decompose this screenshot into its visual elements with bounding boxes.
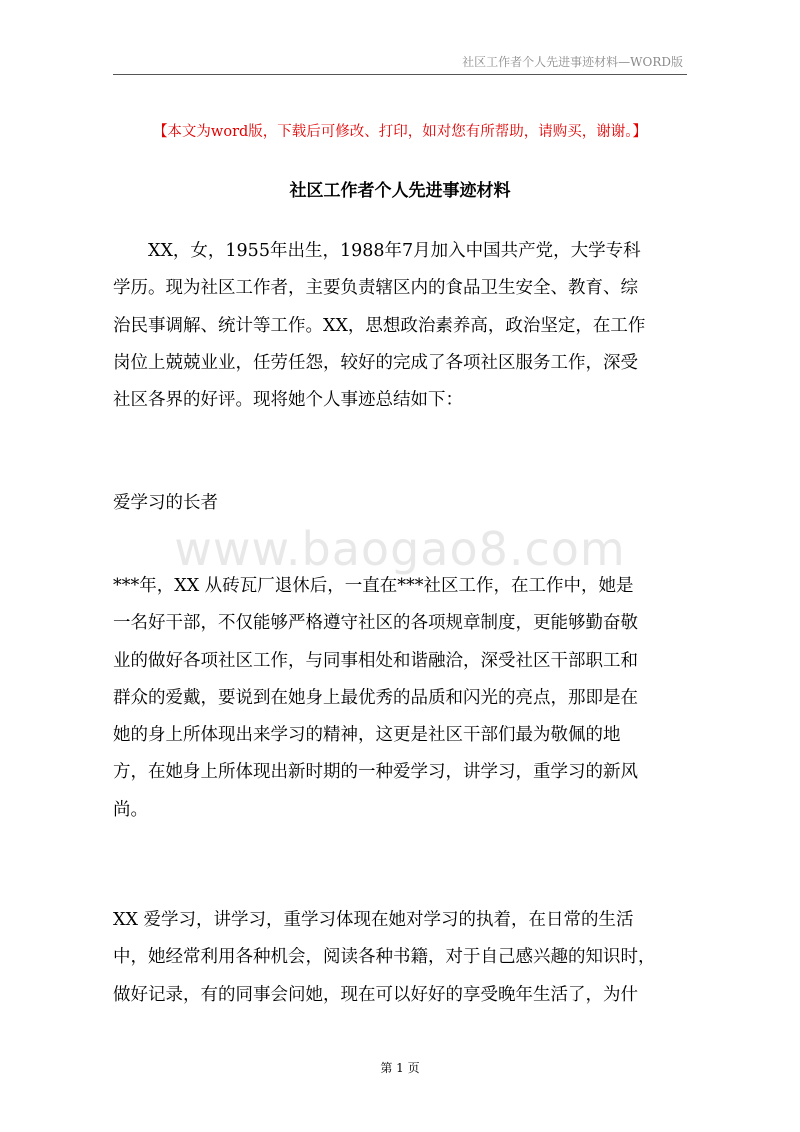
body-paragraph bbox=[113, 568, 693, 829]
section-heading bbox=[113, 485, 693, 522]
document-title: 社区工作者个人先进事迹材料 bbox=[289, 181, 511, 201]
body-line: 中，她经常利用各种机会，阅读各种书籍，对于自己感兴趣的知识时， bbox=[113, 947, 656, 968]
intro-line: 治民事调解、统计等工作。XX，思想政治素养高，政治坚定，在工作 bbox=[113, 315, 646, 336]
running-header: 社区工作者个人先进事迹材料—WORD版 bbox=[462, 55, 683, 69]
body-line: 尚。 bbox=[113, 799, 148, 820]
body-line: 方，在她身上所体现出新时期的一种爱学习，讲学习，重学习的新风 bbox=[113, 762, 638, 783]
intro-line: XX，女，1955年出生，1988年7月加入中国共产党，大学专科 bbox=[148, 241, 641, 261]
body-line: 做好记录，有的同事会问她，现在可以好好的享受晚年生活了，为什 bbox=[113, 984, 638, 1005]
body-line: 群众的爱戴，要说到在她身上最优秀的品质和闪光的亮点，那即是在 bbox=[113, 687, 638, 708]
intro-line: 学历。现为社区工作者，主要负责辖区内的食品卫生安全、教育、综 bbox=[113, 278, 638, 299]
body-line: 一名好干部，不仅能够严格遵守社区的各项规章制度，更能够勤奋敬 bbox=[113, 613, 638, 634]
intro-line: 岗位上兢兢业业，任劳任怨，较好的完成了各项社区服务工作，深受 bbox=[113, 352, 638, 373]
body-paragraph bbox=[113, 902, 693, 1014]
body-line: ***年，XX 从砖瓦厂退休后，一直在***社区工作，在工作中，她是 bbox=[113, 576, 634, 596]
intro-line: 社区各界的好评。现将她个人事迹总结如下： bbox=[113, 390, 463, 411]
header-rule bbox=[113, 74, 687, 75]
body-line: 业的做好各项社区工作，与同事相处和谐融洽，深受社区干部职工和 bbox=[113, 650, 638, 671]
body-line: XX 爱学习，讲学习，重学习体现在她对学习的执着，在日常的生活 bbox=[113, 910, 634, 930]
intro-paragraph bbox=[113, 233, 693, 419]
body-line: 她的身上所体现出来学习的精神，这更是社区干部们最为敬佩的地 bbox=[113, 725, 621, 746]
page-number: 第 1 页 bbox=[380, 1061, 420, 1075]
watermark: www.baogao8.com bbox=[174, 522, 626, 576]
download-notice: 【本文为word版，下载后可修改、打印，如对您有所帮助，请购买，谢谢。】 bbox=[152, 124, 648, 140]
section-heading-text: 爱学习的长者 bbox=[113, 493, 218, 513]
